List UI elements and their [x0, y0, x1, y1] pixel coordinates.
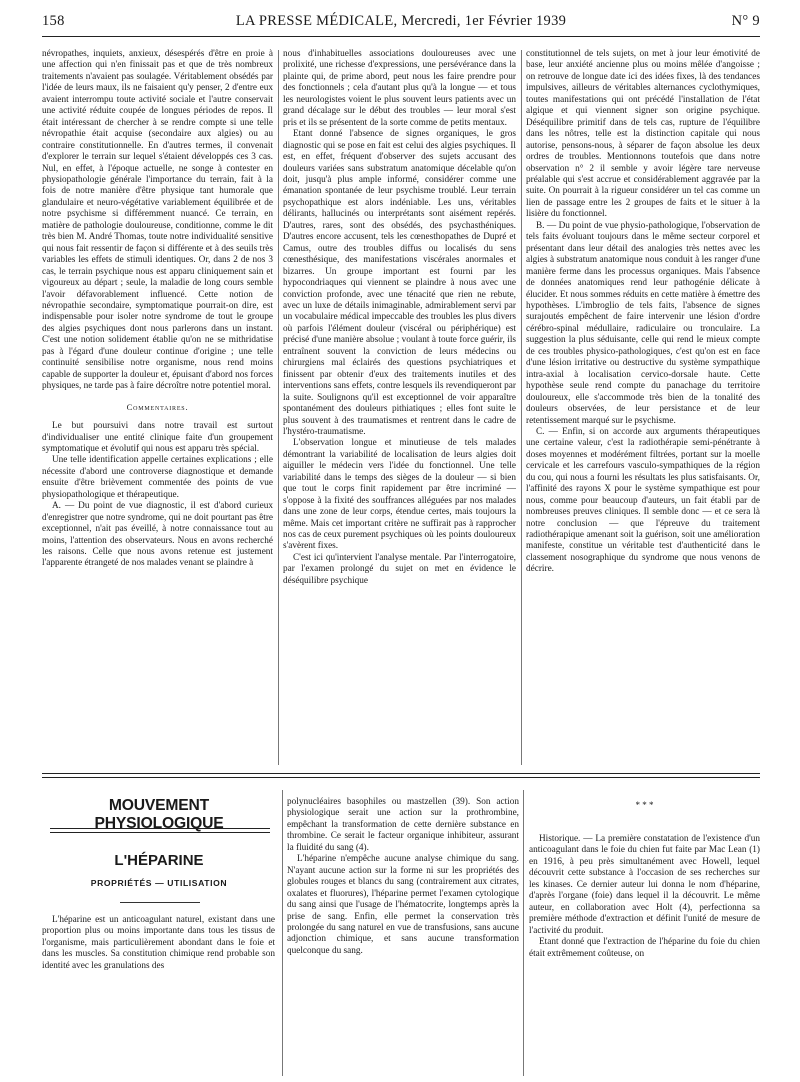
paragraph: nous d'inhabituelles associations douloureuses avec une prolixité, une richesse d'expressions, une persévérance dans la plainte qui, de prime abord, peut nous les faire prendre pour des fonctionnels ; cela d'autant plus qu'à la longue — et tous les neurologistes voient le plus souvent leurs patients avec un grand décalage sur le début des troubles — leur moral s'est pris et ils se présentent de la sorte comme de petits mentaux.: [283, 49, 516, 128]
paragraph: polynucléaires basophiles ou mastzellen (39). Son action physiologique serait une action sur la prothrombine, empêchant la transformation de cette dernière substance en thrombine. Ce serait le facteur organique inhibiteur, assurant la fluidité du sang (4).: [287, 797, 519, 853]
paragraph: C'est ici qu'intervient l'analyse mentale. Par l'interrogatoire, par l'examen prolongé du sujet on met en évidence le déséquilibre psychique: [283, 552, 516, 586]
paragraph: C. — Enfin, si on accorde aux arguments thérapeutiques une certaine valeur, c'est la radiothérapie semi-pénétrante à doses moyennes et modérément filtrées, portant sur la moelle cervicale et les carrefours vasculo-sympathiques de la région du cou, qui nous a fourni les résultats les plus satisfaisants. Or, l'affinité des rayons X pour le système sympathique est pour nous, comme pour beaucoup d'auteurs, un fait établi par de nombreuses preuves cliniques. Il semble donc — et ce sera là notre conclusion — que l'épreuve du traitement radiothérapique amenant soit la guérison, soit une amélioration manifeste, constitue un véritable test d'authenticité dans le classement nosographique du syndrome que nous venons de décrire.: [526, 426, 760, 575]
column-rule: [521, 50, 522, 765]
top-column-1: [42, 49, 273, 767]
running-head: [42, 13, 760, 35]
top-column-2: [283, 49, 516, 767]
journal-title: LA PRESSE MÉDICALE, Mercredi, 1er Février 1939: [235, 13, 567, 29]
section-rule: [42, 773, 760, 774]
article-title: L'HÉPARINE: [114, 852, 204, 869]
asterism: * * *: [635, 800, 654, 810]
issue-number: N° 9: [731, 13, 760, 29]
paragraph: Historique. — La première constatation de l'existence d'un anticoagulant dans le foie du chien fut faite par Mac Lean (1) en 1916, à peu près simultanément avec Howell, lequel découvrit cette substance à l'occasion de ses recherches sur les kinases. Ce dernier auteur lui donna le nom d'héparine, d'après l'organe (foie) dans lequel il la découvrit. Le même auteur, en collaboration avec Holt (4), perfectionna sa première méthode d'extraction et définit l'unité de mesure de l'activité du produit.: [529, 834, 760, 936]
bottom-column-1: [42, 915, 275, 1035]
paragraph: Le but poursuivi dans notre travail est surtout d'individualiser une entité clinique faite d'un groupement symptomatique et évolutif qui nous est apparu très spécial.: [42, 421, 273, 454]
header-rule: [42, 36, 760, 37]
paragraph: L'héparine n'empêche aucune analyse chimique du sang. N'ayant aucune action sur la forme ni sur les propriétés des globules rouges et blancs du sang (contrairement aux citrates, oxalates et fluorures), l'héparine permet l'examen cytologique du sang ainsi que l'usage de l'hématocrite, longtemps après la prise de sang. Enfin, elle permet la conservation très prolongée du sang naturel en vue de transfusions, sans aucune adjonction chimique, et sans aucune transformation quelconque du sang.: [287, 854, 519, 956]
paragraph: Etant donné l'absence de signes organiques, le gros diagnostic qui se pose en fait est celui des algies psychiques. Il est, en effet, fréquent d'observer des sujets accusant des douleurs variées sans substratum anatomique décelable qu'on doit, jusqu'à plus ample informé, considérer comme une émanation spontanée de leur psychisme troublé. Leur terrain psychopathique est alors indéniable. Les uns, véritables délirants, hallucinés ou interprétants sont aisément repérés. D'autres, rares, sont des obsédés, des psychasthéniques. D'autres encore accusent, tels les cœnesthopathes de Dupré et Camus, outre des troubles diffus ou localisés du sens cœnesthésique, des manifestations viscérales anormales et bizarres. Un groupe important est fourni par les hypocondriaques qui viennent se plaindre à nous avec une conviction profonde, avec une ténacité que rien ne rebute, avec un luxe de détails inimaginable, admirablement servi par un vocabulaire médical impeccable des troubles les plus divers où parfois l'élément douleur (viscéral ou périphérique) est précisé d'une manière absolue ; voulant à toute force guérir, ils entraînent souvent la conviction de leurs médecins ou chirurgiens mal éclairés des questions psychiatriques et finissent par obtenir d'eux des traitements inutiles et des interventions sans effets, contre lesquels ils revendiqueront par la suite. Soulignons qu'il est exceptionnel de voir apparaître spontanément des douleurs pithiatiques ; elles font suite le plus souvent à des traumatismes et rentrent dans le cadre de l'hystéro-traumatisme.: [283, 129, 516, 437]
article-title-rule: [120, 902, 200, 903]
paragraph: Etant donné que l'extraction de l'héparine du foie du chien était extrêmement coûteuse, on: [529, 937, 760, 959]
paragraph: B. — Du point de vue physio-pathologique, l'observation de tels faits évoluant toujours dans le même secteur corporel et présentant dans leur détail des analogies très nettes avec les algies à substratum anatomique nous conduit à les ranger d'une manière ferme dans les processus organiques. Mais l'absence de données anatomiques rend leur pathogénie délicate à élucider. Et nous sommes réduits en cette matière à émettre des hypothèses. L'imbroglio de tels faits, l'absence de signes surajoutés empêchent de faire intervenir une lésion d'ordre cérébro-spinal médullaire, radiculaire ou tronculaire. La suggestion la plus séduisante, celle qui rend le mieux compte de ces troubles physico-pathologiques, c'est qu'on est en face d'une lésion irritative ou destructive du système sympathique intra-axial à localisation cervico-dorsale haute. Cette hypothèse seule rend compte du panachage du territoire douloureux, elle s'accommode très bien de la tonalité des douleurs observées, de leur persistance et de leur retentissement marqué sur le psychisme.: [526, 220, 760, 426]
bottom-column-3: [529, 797, 760, 1033]
article-subtitle: PROPRIÉTÉS — UTILISATION: [90, 878, 228, 888]
section-rule: [42, 777, 760, 778]
comments-heading: Commentaires.: [126, 401, 189, 412]
paragraph: constitutionnel de tels sujets, on met à jour leur émotivité de base, leur anxiété ancienne plus ou moins mêlée d'angoisse ; on retrouve de longue date ici des idées fixes, là des tendances impulsives, ailleurs de véritables alternances cyclothymiques, toutes manifestations qui ont précédé l'installation de l'état algique et qui viennent signer son origine psychique. Déséquilibre primitif dans de tels cas, rupture de l'équilibre dans les nôtres, telle est la distinction capitale qui nous autorise, pensons-nous, à séparer de façon absolue les deux ordres de troubles. Mentionnons toutefois que dans notre observation n° 2 il semble y avoir légère tare nerveuse préalable qui s'est accrue et considérablement aggravée par la suite. On pourrait à la rigueur considérer un tel cas comme un lien de passage entre les 2 groupes de faits et le situer à la lisière du fonctionnel.: [526, 49, 760, 220]
column-rule: [282, 790, 283, 1076]
column-rule: [523, 790, 524, 1076]
section-title-rule: [50, 828, 270, 829]
section-title-rule: [50, 832, 270, 833]
paragraph: Une telle identification appelle certaines explications ; elle nécessite d'abord une controverse diagnostique et demande ensuite d'être brièvement commentée des points de vue physiopathologique et thérapeutique.: [42, 455, 273, 500]
paragraph: névropathes, inquiets, anxieux, désespérés d'être en proie à une affection qui n'en finissait pas et que de très nombreux traitements n'avaient pas soulagée. Véritablement obsédés par l'idée de leurs maux, ils ne faisaient qu'y penser, 2 d'entre eux avaient interrompu toute activité sociale et l'autre conservait une activité réduite coupée de longues périodes de repos. Il était intéressant de chercher à se rendre compte si une telle névropathie était acquise (secondaire aux algies) ou au contraire constitutionnelle. En d'autres termes, il convenait d'explorer le terrain sur lequel s'étaient développés ces 3 cas. Nul, en effet, à l'époque actuelle, ne songe à contester en physiopathologie générale l'importance du terrain, fait à la fois de notre manière d'être physique tant humorale que glandulaire et neuro-végétative variablement équilibrée et de notre psychisme si différemment nuancé. Ce terrain, en matière de pathologie douloureuse, conditionne, comme le dit très bien M. André Thomas, toute notre individualité sensitive qui nous fait ressentir de façon si différente et à des seuils très variables les effets de stimuli identiques. Or, dans 2 de nos 3 cas, le terrain psychique nous est apparu cliniquement sain et vigoureux au départ ; seule, la maladie de long cours semble l'avoir défavorablement influencé. Cette notion de névropathie secondaire, symptomatique pourrait-on dire, est indispensable pour isoler notre syndrome de tout le groupe des algies psychiques dont nous parlerons dans un instant. C'est une notion solidement établie qu'on ne se mithridatise pas à l'égard d'une douleur continue d'origine ; une telle continuité sensibilise notre organisme, nous rend moins capable de supporter la douleur et, épuisant d'abord nos forces physiques, ne tarde pas à faire décroître notre potentiel moral.: [42, 49, 273, 392]
section-title: MOUVEMENT PHYSIOLOGIQUE: [94, 797, 224, 832]
paragraph: L'observation longue et minutieuse de tels malades démontrant la variabilité de localisation de leurs algies doit aiguiller le médecin vers l'idée du fonctionnel. Une telle variabilité dans le temps des sièges de la douleur — si bien que tout le corps finit rapidement par être incriminé — s'oppose à la fixité des souffrances alléguées par nos malades dans une zone de leur corps, étendue certes, mais toujours la même. Mais cet important critère ne suffirait pas à rapprocher nos cas de ceux purement psychiques où les points douloureux s'avèrent fixes.: [283, 438, 516, 552]
paragraph: A. — Du point de vue diagnostic, il est d'abord curieux d'enregistrer que notre syndrome, qui ne doit pourtant pas être exceptionnel, n'ait pas éveillé, à notre connaissance tout au moins, l'attention des observateurs. Nous en avons recherché les raisons. Celle que nous avons retenue est justement l'apparente étrangeté de nos malades venant se plaindre à: [42, 501, 273, 569]
page-number: 158: [42, 13, 65, 29]
top-column-3: [526, 49, 760, 767]
bottom-column-2: [287, 797, 519, 1033]
column-rule: [278, 50, 279, 765]
paragraph: L'héparine est un anticoagulant naturel, existant dans une proportion plus ou moins importante dans tous les tissus de l'organisme, mais particulièrement abondant dans le foie et dans les muscles. Sa constitution chimique rend probable son identité avec les granulations des: [42, 915, 275, 971]
